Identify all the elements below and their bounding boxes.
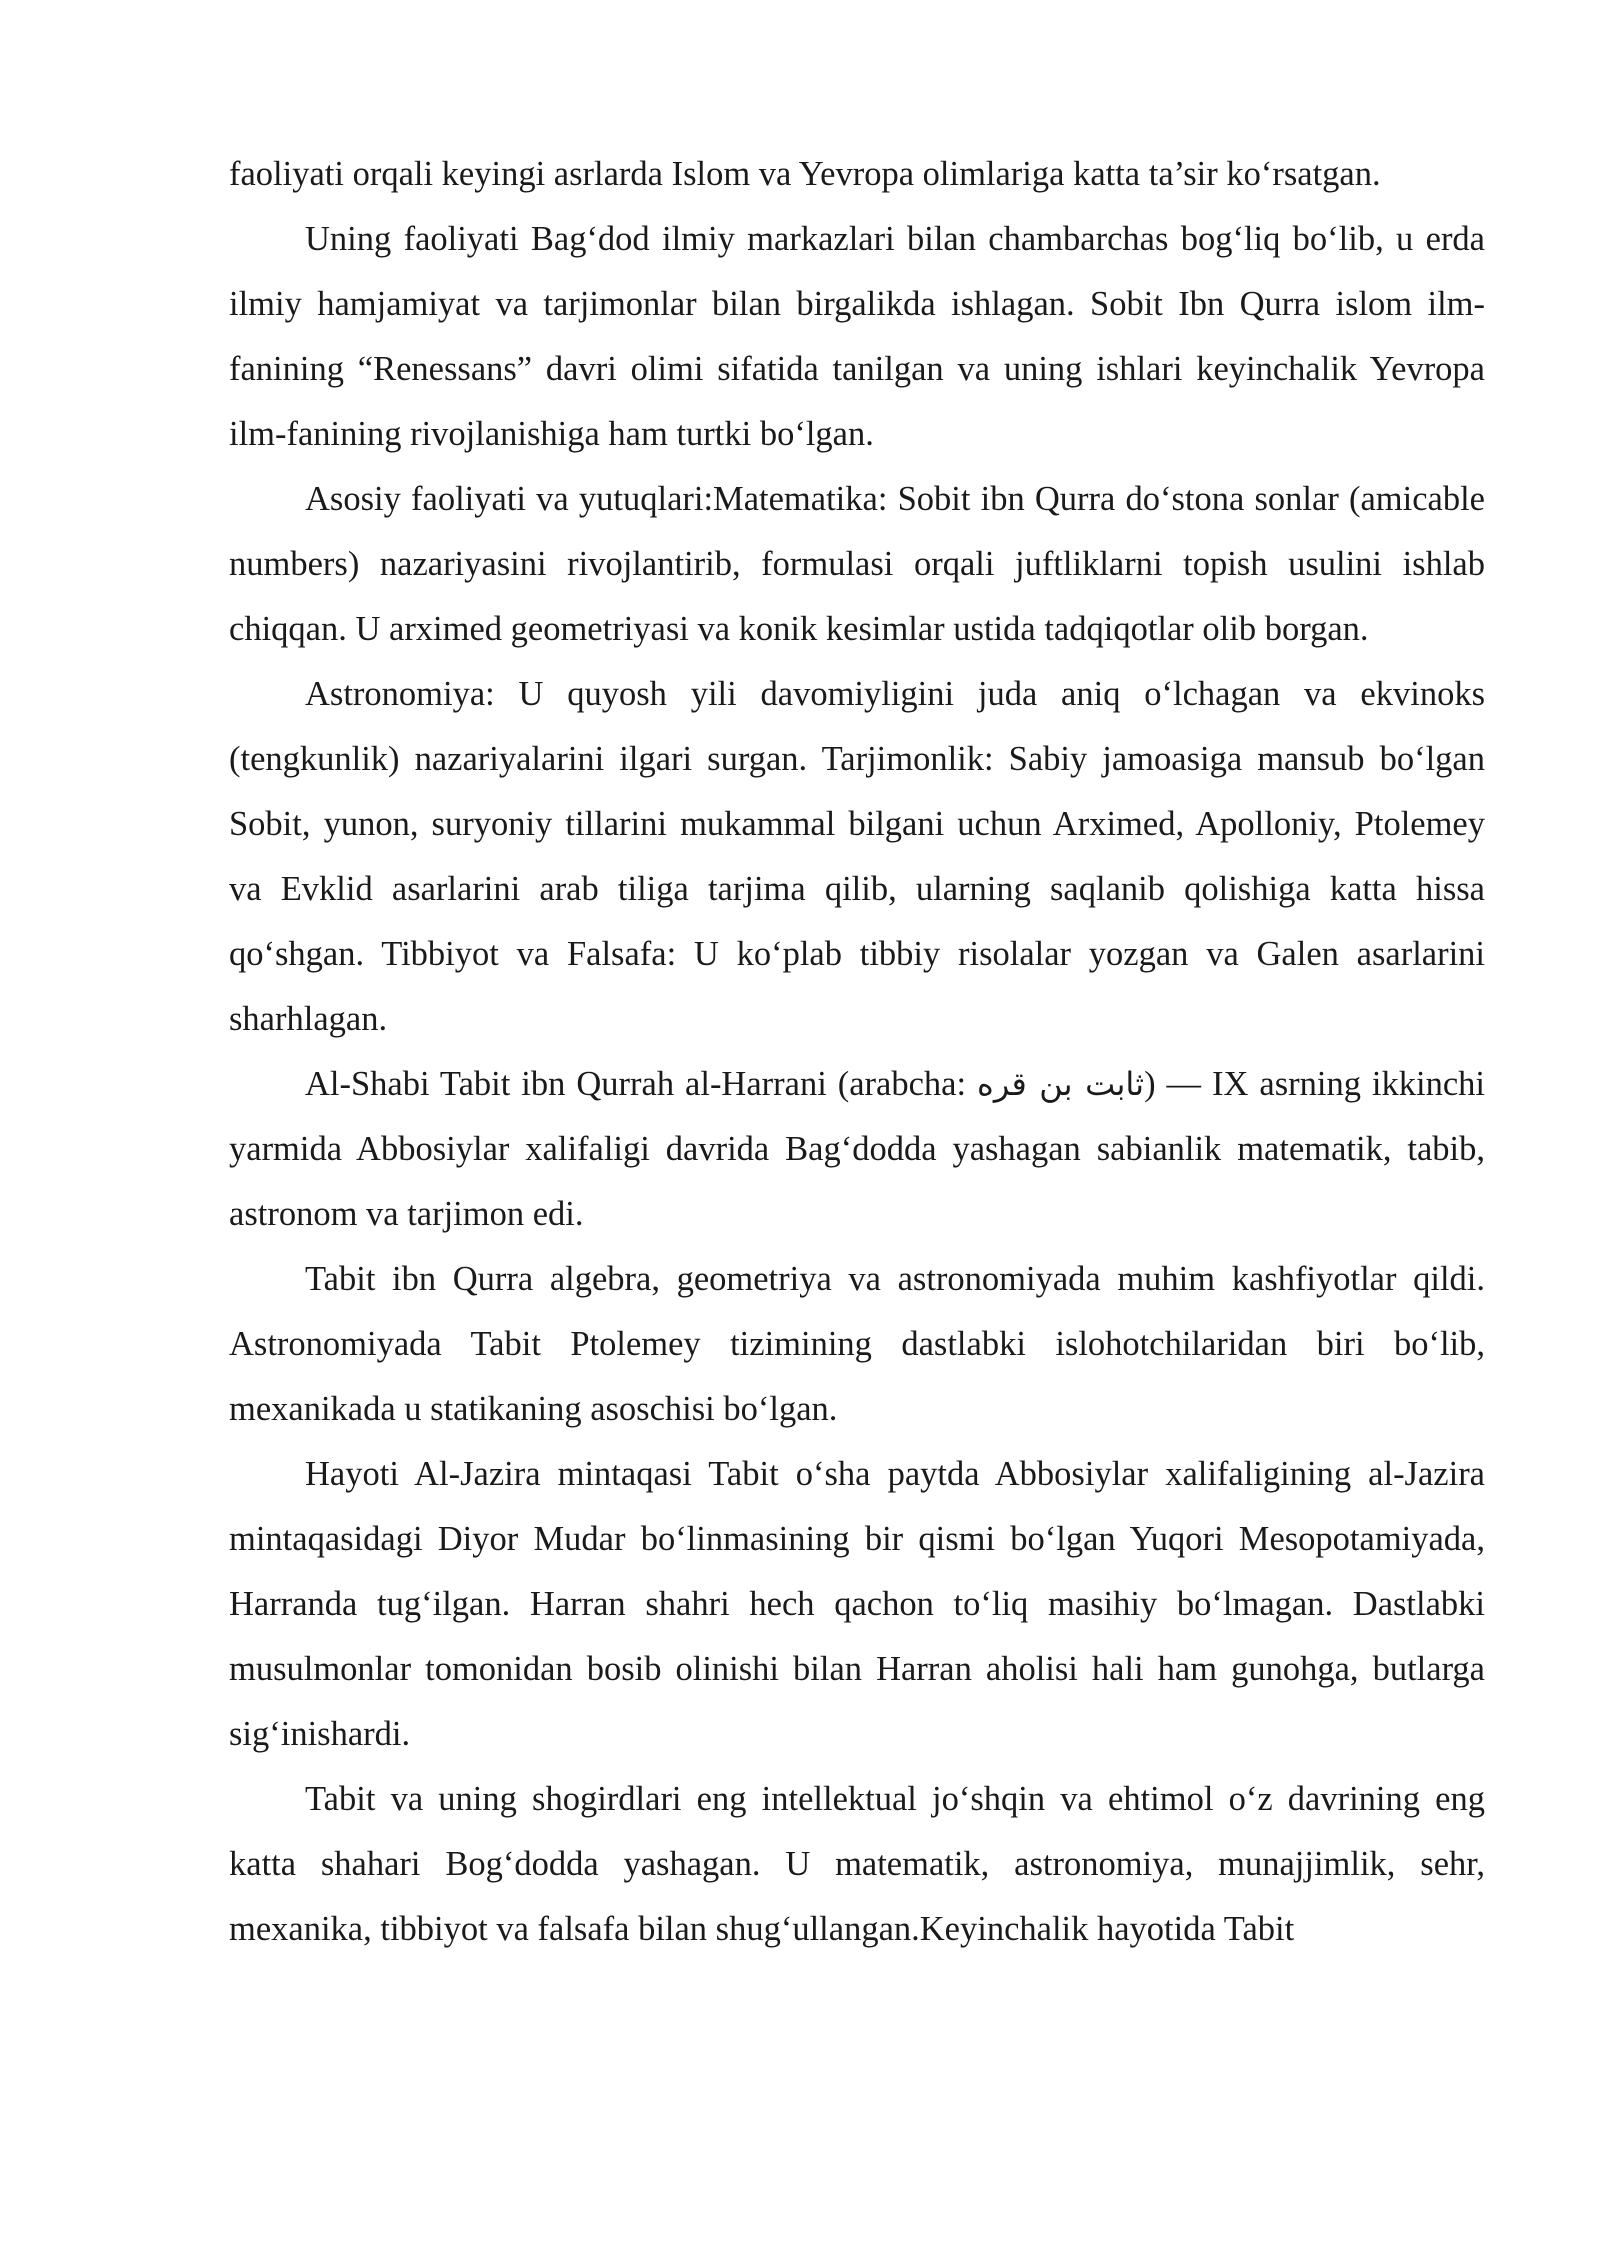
arabic-paragraph-after: ) — IX asrning ikkinchi yarmida Abbosiylar xalifaligi davrida Bag‘dodda yashagan sabianlik matematik, tabib, astronom va tarjimon edi. [229, 1065, 1485, 1233]
arabic-paragraph-before: Al-Shabi Tabit ibn Qurrah al-Harrani (arabcha: [305, 1065, 978, 1103]
paragraph-life-harran: Hayoti Al-Jazira mintaqasi Tabit o‘sha paytda Abbosiylar xalifaligining al-Jazira mintaqasidagi Diyor Mudar bo‘linmasining bir qismi bo‘lgan Yuqori Mesopotamiyada, Harranda tug‘ilgan. Harran shahri hech qachon to‘liq masihiy bo‘lmagan. Dastlabki musulmonlar tomonidan bosib olinishi bilan Harran aholisi hali ham gunohga, butlarga sig‘inishardi. [229, 1455, 1485, 1753]
paragraph-biography-intro [229, 1052, 1485, 1247]
paragraph-baghdad-activity: Uning faoliyati Bag‘dod ilmiy markazlari bilan chambarchas bog‘liq bo‘lib, u erda ilmiy hamjamiyat va tarjimonlar bilan birgalikda ishlagan. Sobit Ibn Qurra islom ilm-fanining “Renessans” davri olimi sifatida tanilgan va uning ishlari keyinchalik Yevropa ilm-fanining rivojlanishiga ham turtki bo‘lgan. [229, 220, 1485, 453]
document-body [229, 142, 1485, 1962]
paragraph-baghdad-life: Tabit va uning shogirdlari eng intellektual jo‘shqin va ehtimol o‘z davrining eng katta shahari Bog‘dodda yashagan. U matematik, astronomiya, munajjimlik, sehr, mexanika, tibbiyot va falsafa bilan shug‘ullangan.Keyinchalik hayotida Tabit [229, 1780, 1485, 1948]
paragraph-mathematics: Asosiy faoliyati va yutuqlari:Matematika: Sobit ibn Qurra do‘stona sonlar (amicable numbers) nazariyasini rivojlantirib, formulasi orqali juftliklarni topish usulini ishlab chiqqan. U arximed geometriyasi va konik kesimlar ustida tadqiqotlar olib borgan. [229, 480, 1485, 648]
paragraph-astronomy-translation: Astronomiya: U quyosh yili davomiyligini juda aniq o‘lchagan va ekvinoks (tengkunlik) nazariyalarini ilgari surgan. Tarjimonlik: Sabiy jamoasiga mansub bo‘lgan Sobit, yunon, suryoniy tillarini mukammal bilgani uchun Arximed, Apolloniy, Ptolemey va Evklid asarlarini arab tiliga tarjima qilib, ularning saqlanib qolishiga katta hissa qo‘shgan. Tibbiyot va Falsafa: U ko‘plab tibbiy risolalar yozgan va Galen asarlarini sharhlagan. [229, 675, 1485, 1038]
paragraph-continuation: faoliyati orqali keyingi asrlarda Islom va Yevropa olimlariga katta ta’sir ko‘rsatgan. [229, 155, 1381, 193]
arabic-name: ثابت بن قره [977, 1065, 1145, 1103]
paragraph-discoveries: Tabit ibn Qurra algebra, geometriya va astronomiyada muhim kashfiyotlar qildi. Astronomiyada Tabit Ptolemey tizimining dastlabki islohotchilaridan biri bo‘lib, mexanikada u statikaning asoschisi bo‘lgan. [229, 1260, 1485, 1428]
